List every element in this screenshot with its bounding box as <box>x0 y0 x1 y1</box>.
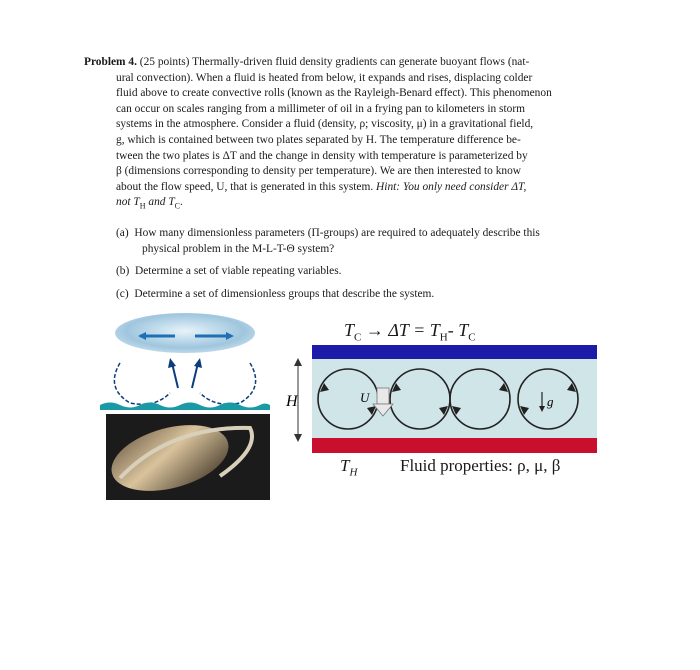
problem-line: not $T_H$ and $T_C$. <box>116 196 183 211</box>
problem-line: β (dimensions corresponding to density per temperature). We are then interested to know <box>116 165 522 178</box>
hot-temperature-label: $T_H$ <box>340 456 358 479</box>
hot-plate <box>312 438 597 453</box>
gravity-label: g <box>547 394 554 409</box>
problem-line: can occur on scales ranging from a millimeter of oil in a frying pan to kilometers in storm <box>116 102 526 115</box>
problem-parts <box>116 226 626 309</box>
problem-line: systems in the atmosphere. Consider a fluid (density, ρ; viscosity, μ) in a gravitational field, <box>116 118 534 131</box>
problem-line: about the flow speed, U, that is generated in this system. Hint: You only need consider ΔT, <box>116 180 527 193</box>
problem-line: ural convection). When a fluid is heated from below, it expands and rises, displacing colder <box>116 71 533 84</box>
problem-line: fluid above to create convective rolls (known as the Rayleigh-Benard effect). This phenomenon <box>116 87 552 100</box>
problem-text <box>84 55 624 214</box>
problem-body <box>84 71 624 215</box>
convection-illustration <box>100 308 270 500</box>
problem-line: tween the two plates is ΔT and the change in density with temperature is parameterized by <box>116 149 528 162</box>
cloud-icon <box>115 313 255 353</box>
temperature-equation: $T_C \to \Delta T = T_H-$ $T_C$ <box>344 320 476 344</box>
part-c: (c) Determine a set of dimensionless groups that describe the system. <box>116 287 435 300</box>
problem-line: Thermally-driven fluid density gradients can generate buoyant flows (nat- <box>192 56 530 68</box>
part-a: (a) How many dimensionless parameters (Π-groups) are required to adequately describe this physical problem in the M-L-T-Θ system? <box>116 227 540 255</box>
problem-paragraph <box>84 55 624 71</box>
velocity-label: U <box>360 390 370 405</box>
fluid-properties: Fluid properties: ρ, μ, β <box>400 456 561 475</box>
part-b: (b) Determine a set of viable repeating variables. <box>116 265 342 278</box>
height-label: H <box>286 393 298 410</box>
problem-line: g, which is contained between two plates separated by H. The temperature difference be- <box>116 133 521 146</box>
hint-text: Hint: You only need consider ΔT, <box>376 180 527 193</box>
fluid-layer <box>312 359 597 438</box>
cold-plate <box>312 345 597 359</box>
problem-points: (25 points) <box>139 56 190 68</box>
problem-label: Problem 4. <box>84 56 137 68</box>
